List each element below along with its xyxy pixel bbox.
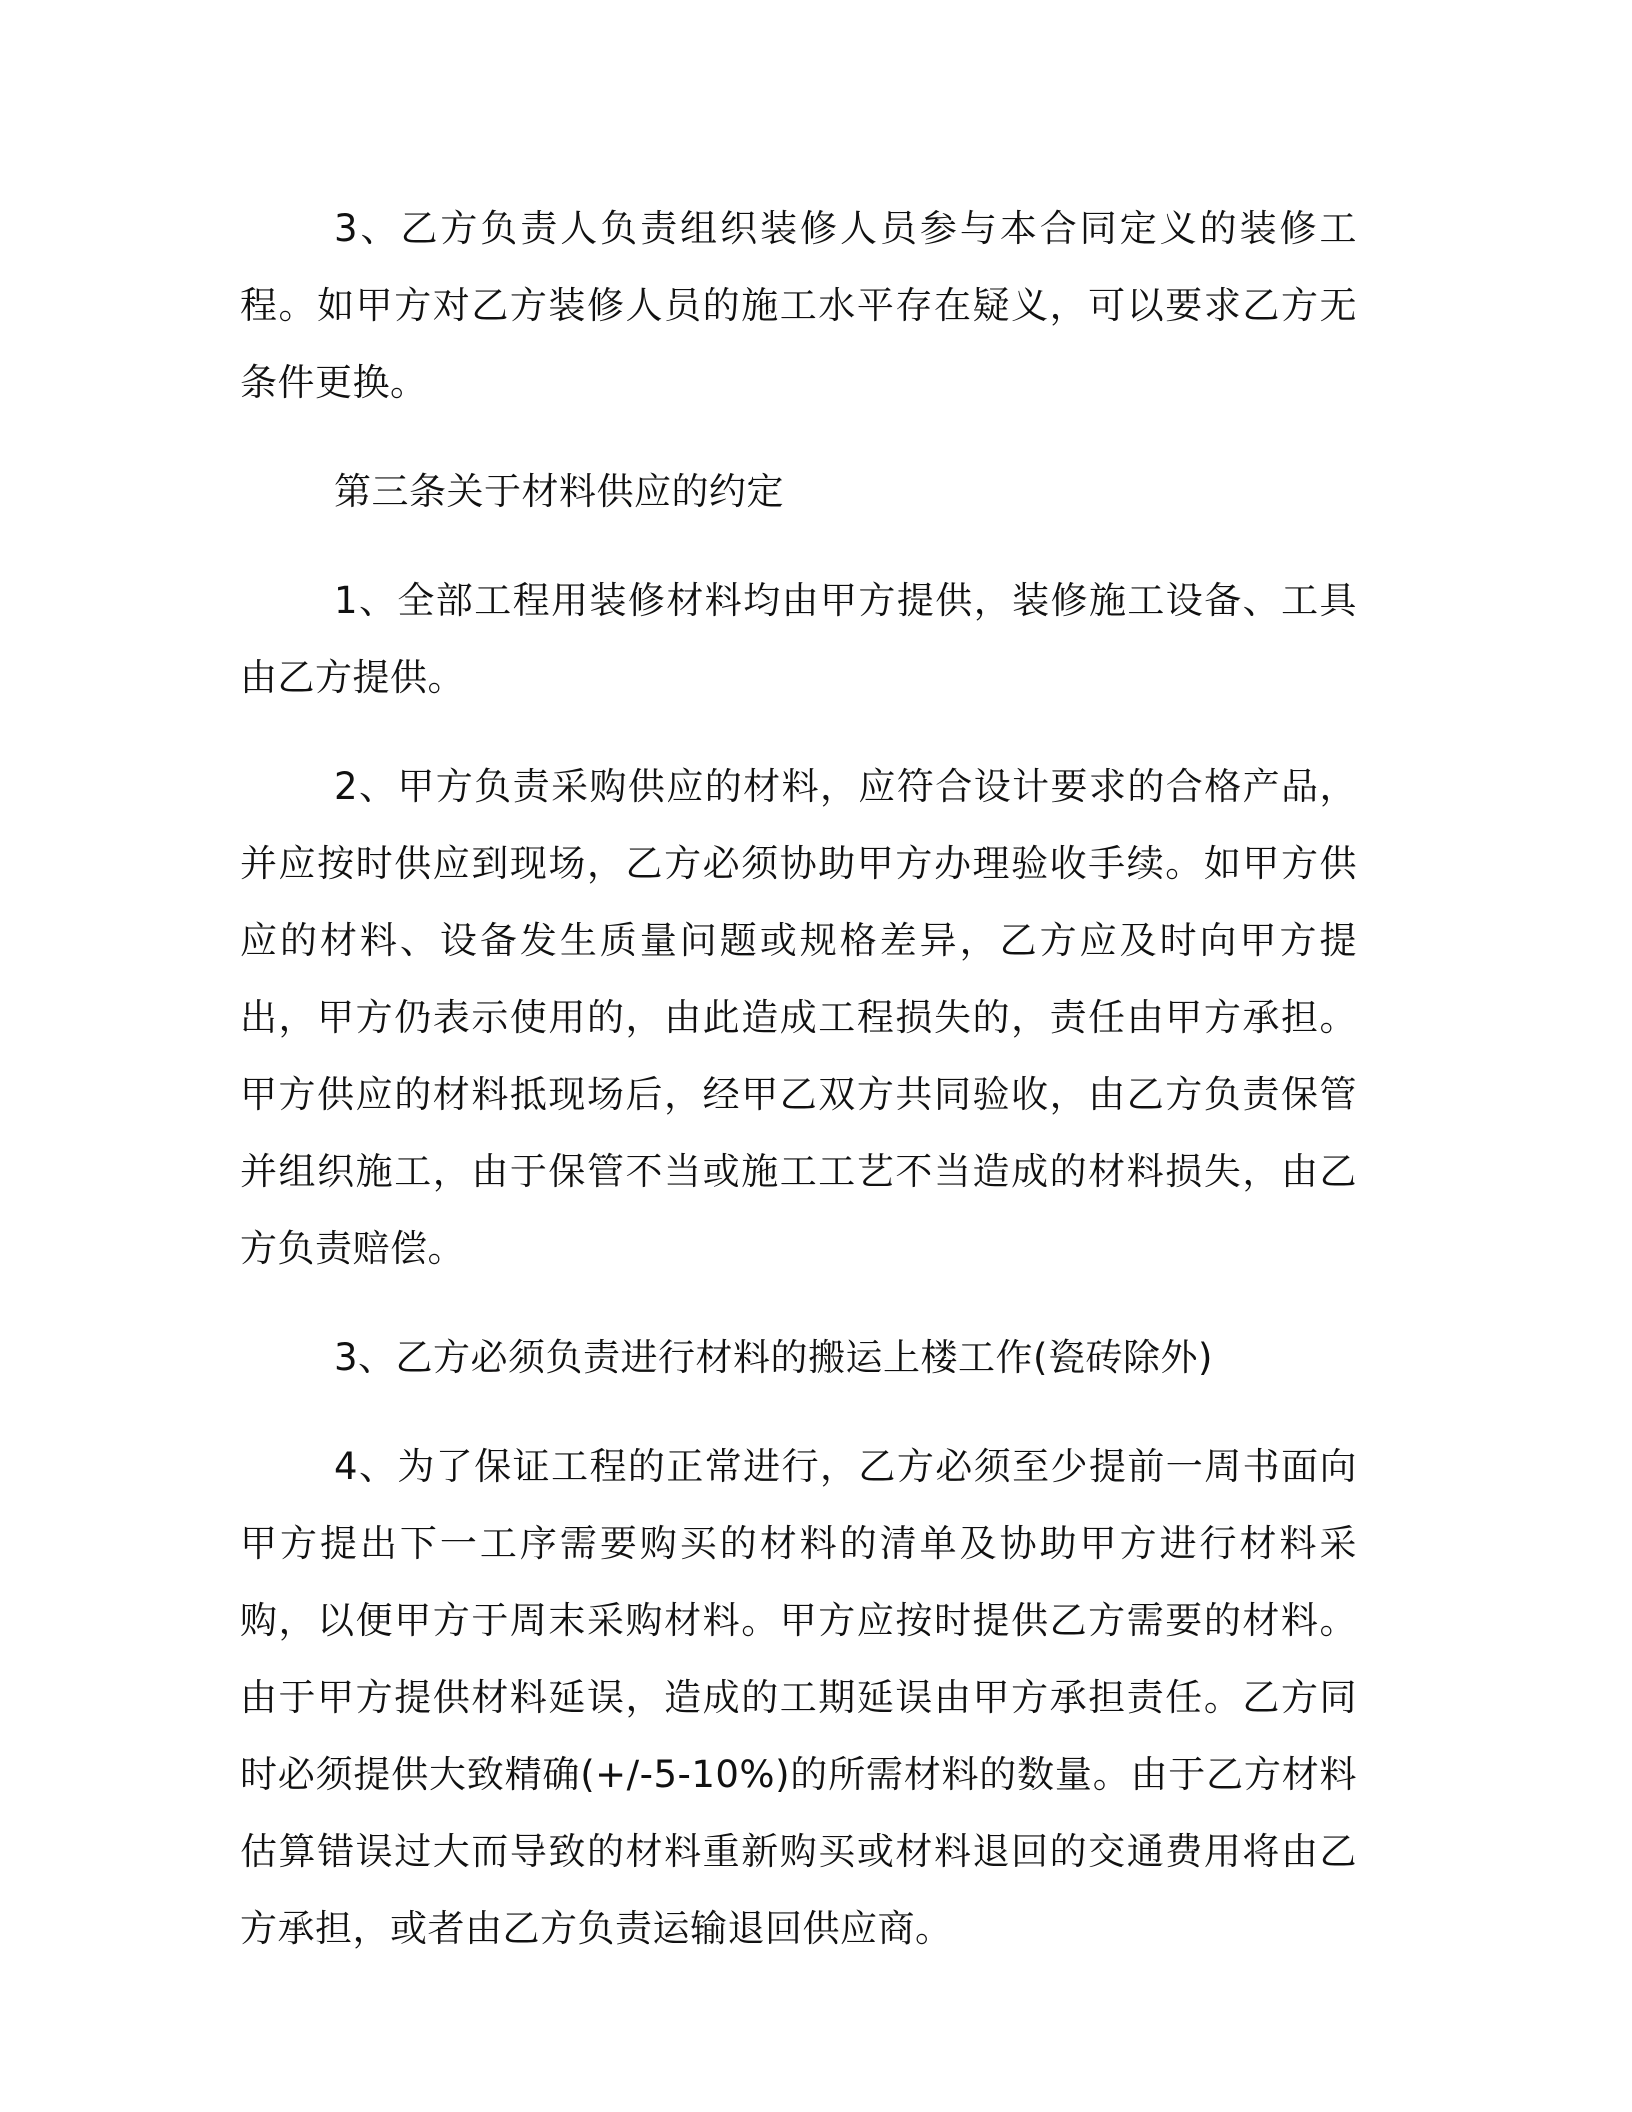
paragraph-clause-1-materials: 1、全部工程用装修材料均由甲方提供，装修施工设备、工具由乙方提供。 xyxy=(240,579,1357,699)
paragraph-clause-3-personnel: 3、乙方负责人负责组织装修人员参与本合同定义的装修工程。如甲方对乙方装修人员的施工水平存在疑义，可以要求乙方无条件更换。 xyxy=(240,207,1357,404)
document-body xyxy=(240,190,1357,1999)
paragraph-clause-4-schedule: 4、为了保证工程的正常进行，乙方必须至少提前一周书面向甲方提出下一工序需要购买的材料的清单及协助甲方进行材料采购，以便甲方于周末采购材料。甲方应按时提供乙方需要的材料。由于甲方提供材料延误，造成的工期延误由甲方承担责任。乙方同时必须提供大致精确(+/-5-10%)的所需材料的数量。由于乙方材料估算错误过大而导致的材料重新购买或材料退回的交通费用将由乙方承担，或者由乙方负责运输退回供应商。 xyxy=(240,1445,1357,1950)
paragraph-clause-2-procurement: 2、甲方负责采购供应的材料，应符合设计要求的合格产品，并应按时供应到现场，乙方必须协助甲方办理验收手续。如甲方供应的材料、设备发生质量问题或规格差异，乙方应及时向甲方提出，甲方仍表示使用的，由此造成工程损失的，责任由甲方承担。甲方供应的材料抵现场后，经甲乙双方共同验收，由乙方负责保管并组织施工，由于保管不当或施工工艺不当造成的材料损失，由乙方负责赔偿。 xyxy=(240,765,1357,1270)
section-heading-article-3: 第三条关于材料供应的约定 xyxy=(334,470,784,513)
paragraph-clause-3-transport: 3、乙方必须负责进行材料的搬运上楼工作(瓷砖除外) xyxy=(334,1336,1213,1379)
